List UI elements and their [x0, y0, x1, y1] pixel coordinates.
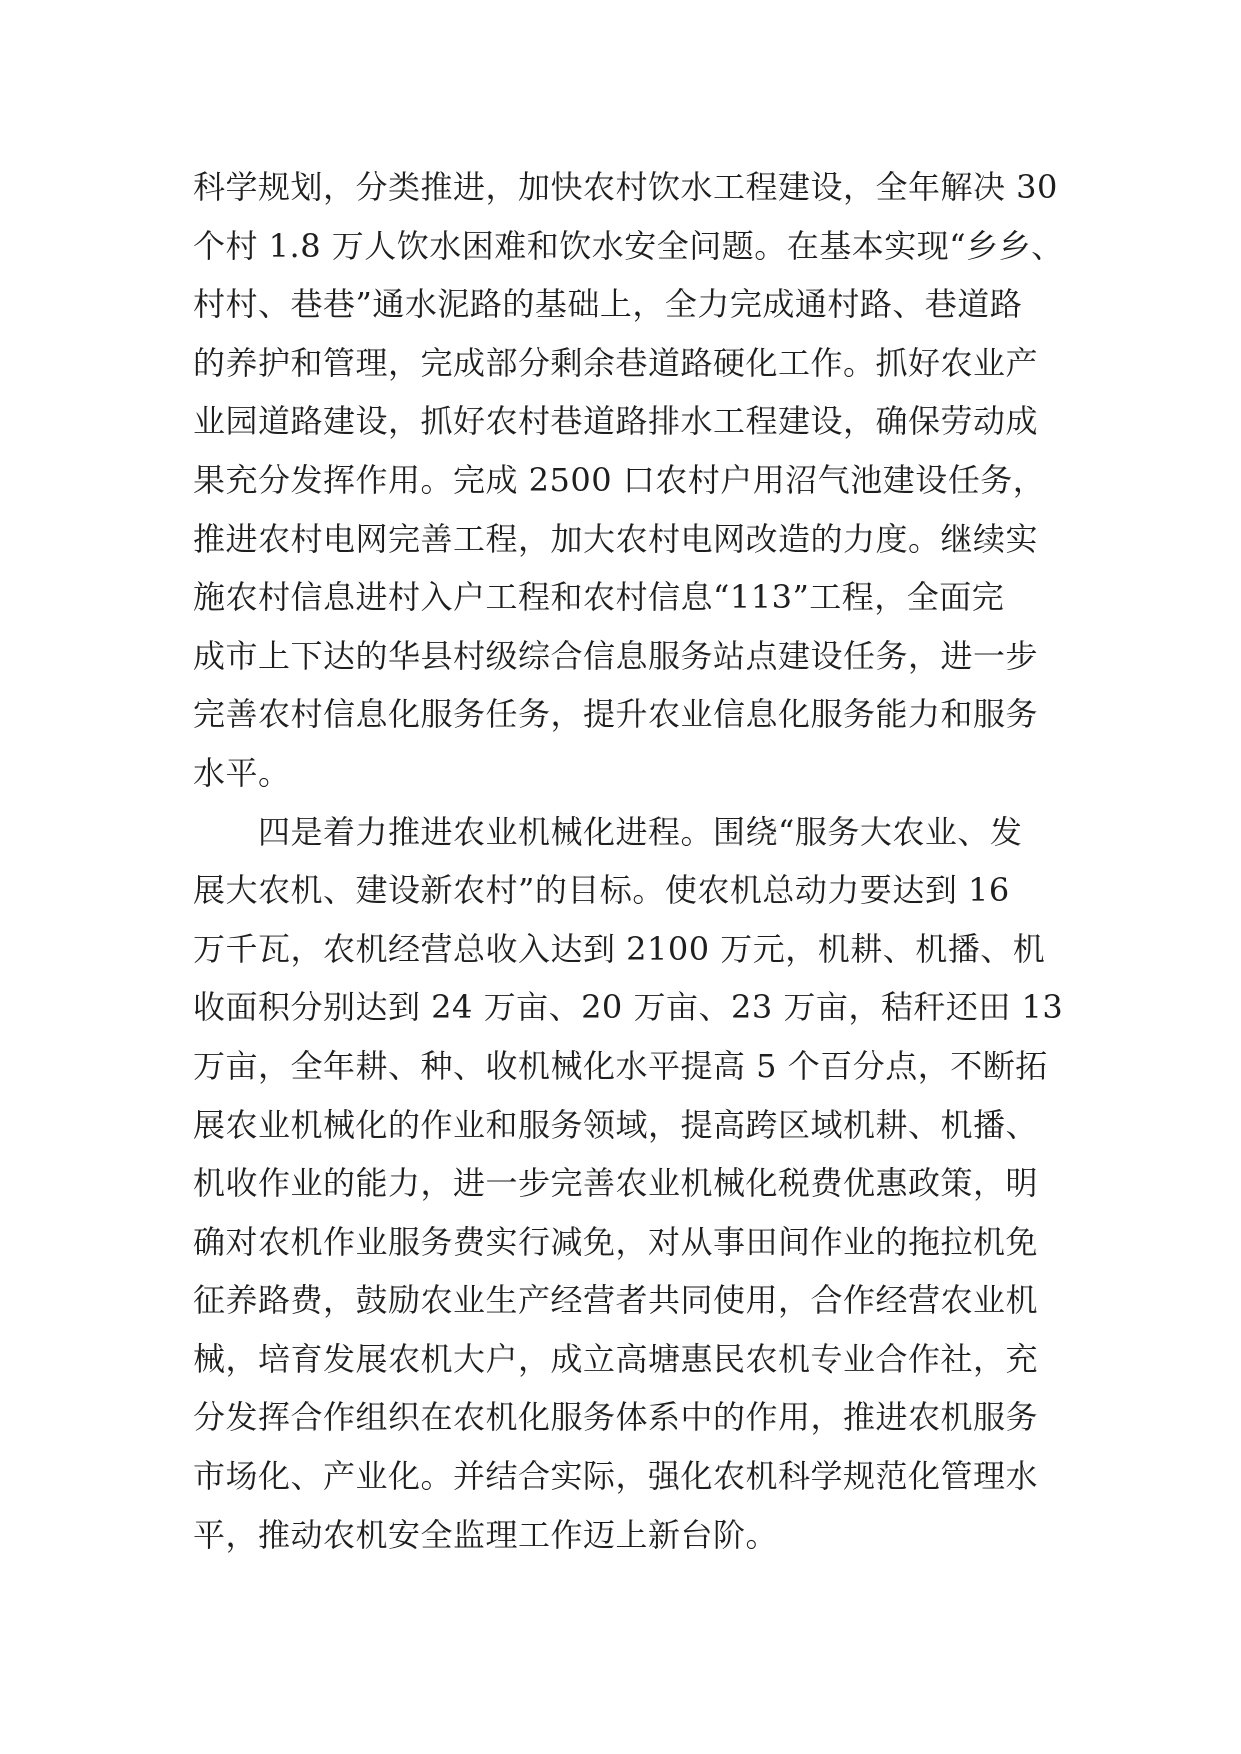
paragraph-rural-infrastructure	[193, 158, 1073, 803]
text-line: 展大农机、建设新农村”的目标。使农机总动力要达到 16	[193, 871, 1010, 910]
text-line: 市场化、产业化。并结合实际，强化农机科学规范化管理水	[193, 1457, 1039, 1496]
text-line: 展农业机械化的作业和服务领域，提高跨区域机耕、机播、	[193, 1105, 1039, 1144]
text-line: 业园道路建设，抓好农村巷道路排水工程建设，确保劳动成	[193, 402, 1039, 441]
text-line: 械，培育发展农机大户，成立高塘惠民农机专业合作社，充	[193, 1339, 1039, 1378]
text-line: 四是着力推进农业机械化进程。围绕“服务大农业、发	[193, 812, 1023, 851]
text-line: 的养护和管理，完成部分剩余巷道路硬化工作。抓好农业产	[193, 343, 1039, 382]
text-line: 平，推动农机安全监理工作迈上新台阶。	[193, 1515, 779, 1554]
body-text	[193, 158, 1073, 1564]
text-line: 万亩，全年耕、种、收机械化水平提高 5 个百分点，不断拓	[193, 1046, 1048, 1085]
text-line: 施农村信息进村入户工程和农村信息“113”工程，全面完	[193, 578, 1005, 617]
text-line: 果充分发挥作用。完成 2500 口农村户用沼气池建设任务，	[193, 460, 1046, 499]
text-line: 收面积分别达到 24 万亩、20 万亩、23 万亩，秸秆还田 13	[193, 988, 1064, 1027]
text-line: 个村 1.8 万人饮水困难和饮水安全问题。在基本实现“乡乡、	[193, 226, 1064, 265]
text-line: 征养路费，鼓励农业生产经营者共同使用，合作经营农业机	[193, 1281, 1039, 1320]
paragraph-agricultural-mechanization	[193, 803, 1073, 1565]
text-line: 确对农机作业服务费实行减免，对从事田间作业的拖拉机免	[193, 1222, 1039, 1261]
text-line: 水平。	[193, 753, 291, 792]
text-line: 分发挥合作组织在农机化服务体系中的作用，推进农机服务	[193, 1398, 1039, 1437]
text-line: 推进农村电网完善工程，加大农村电网改造的力度。继续实	[193, 519, 1039, 558]
text-line: 机收作业的能力，进一步完善农业机械化税费优惠政策，明	[193, 1164, 1039, 1203]
text-line: 村村、巷巷”通水泥路的基础上，全力完成通村路、巷道路	[193, 285, 1023, 324]
text-line: 完善农村信息化服务任务，提升农业信息化服务能力和服务	[193, 695, 1039, 734]
text-line: 科学规划，分类推进，加快农村饮水工程建设，全年解决 30	[193, 168, 1058, 206]
text-line: 万千瓦，农机经营总收入达到 2100 万元，机耕、机播、机	[193, 929, 1046, 968]
text-line: 成市上下达的华县村级综合信息服务站点建设任务，进一步	[193, 636, 1039, 675]
